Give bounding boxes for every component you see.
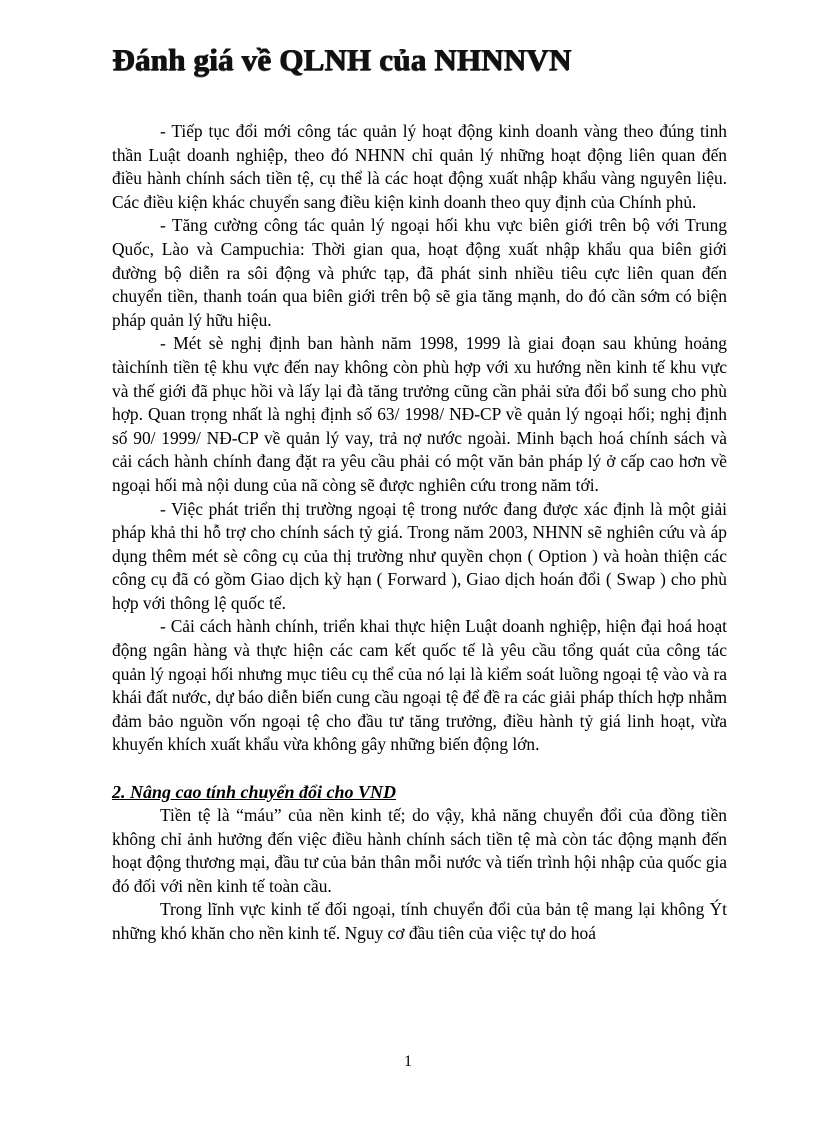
paragraph-decree-revision: - Mét sè nghị định ban hành năm 1998, 1999 là giai đoạn sau khủng hoảng tàichính tiền tệ khu vực đến nay không còn phù hợp với xu hướng nền kinh tế khu vực và thế giới đã phục hồi và lấy lại đà tăng trưởng cũng cần phải sửa đổi bổ sung cho phù hợp. Quan trọng nhất là nghị định số 63/ 1998/ NĐ-CP về quản lý ngoại hối; nghị định số 90/ 1999/ NĐ-CP về quản lý vay, trả nợ nước ngoài. Minh bạch hoá chính sách và cải cách hành chính đang đặt ra yêu cầu phải có một văn bản pháp lý ở cấp cao hơn về ngoại hối mà nội dung của nã còng sẽ được nghiên cứu trong năm tới. [112, 333, 727, 495]
paragraph-foreign-economic-sector: Trong lĩnh vực kinh tế đối ngoại, tính chuyển đổi của bản tệ mang lại không Ýt những khó khăn cho nền kinh tế. Nguy cơ đầu tiên của việc tự do hoá [112, 899, 727, 943]
page-title: Đánh giá về QLNH của NHNNVN [112, 42, 572, 77]
section-heading: 2. Nâng cao tính chuyển đổi cho VND [112, 782, 397, 803]
paragraph-border-foreign-exchange: - Tăng cường công tác quản lý ngoại hối khu vực biên giới trên bộ với Trung Quốc, Lào và Campuchia: Thời gian qua, hoạt động xuất nhập khẩu qua biên giới đường bộ diễn ra sôi động và phức tạp, đã phát sinh nhiều tiêu cực liên quan đến chuyển tiền, thanh toán qua biên giới trên bộ sẽ gia tăng mạnh, do đó cần sớm có biện pháp quản lý hữu hiệu. [112, 215, 727, 330]
document-body [112, 120, 727, 946]
paragraph-currency-convertibility: Tiền tệ là “máu” của nền kinh tế; do vậy, khả năng chuyển đổi của đồng tiền không chỉ ảnh hưởng đến việc điều hành chính sách tiền tệ mà còn tác động mạnh đến hoạt động thương mại, đầu tư của bản thân mỗi nước và tiến trình hội nhập của quốc gia đó đối với nền kinh tế toàn cầu. [112, 805, 727, 896]
paragraph-administrative-reform: - Cải cách hành chính, triển khai thực hiện Luật doanh nghiệp, hiện đại hoá hoạt động ngân hàng và thực hiện các cam kết quốc tế là yêu cầu tổng quát của công tác quản lý ngoại hối nhưng mục tiêu cụ thể của nó lại là kiểm soát luồng ngoại tệ vào và ra khái đất nước, dự báo diễn biến cung cầu ngoại tệ để đề ra các giải pháp thích hợp nhằm đảm bảo nguồn vốn ngoại tệ cho đầu tư tăng trưởng, điều hành tỷ giá linh hoạt, vừa khuyến khích xuất khẩu vừa không gây những biến động lớn. [112, 616, 727, 755]
paragraph-gold-management: - Tiếp tục đổi mới công tác quản lý hoạt động kinh doanh vàng theo đúng tinh thần Luật doanh nghiệp, theo đó NHNN chỉ quản lý những hoạt động liên quan đến điều hành chính sách tiền tệ, cụ thể là các hoạt động xuất nhập khẩu vàng nguyên liệu. Các điều kiện khác chuyển sang điều kiện kinh doanh theo quy định của Chính phủ. [112, 121, 727, 212]
page-number: 1 [404, 1053, 412, 1070]
paragraph-foreign-currency-market: - Việc phát triển thị trường ngoại tệ trong nước đang được xác định là một giải pháp khả thi hỗ trợ cho chính sách tỷ giá. Trong năm 2003, NHNN sẽ nghiên cứu và áp dụng thêm mét sè công cụ của thị trường như quyền chọn ( Option ) và hoàn thiện các công cụ đã có gồm Giao dịch kỳ hạn ( Forward ), Giao dịch hoán đổi ( Swap ) cho phù hợp với thông lệ quốc tế. [112, 498, 727, 613]
